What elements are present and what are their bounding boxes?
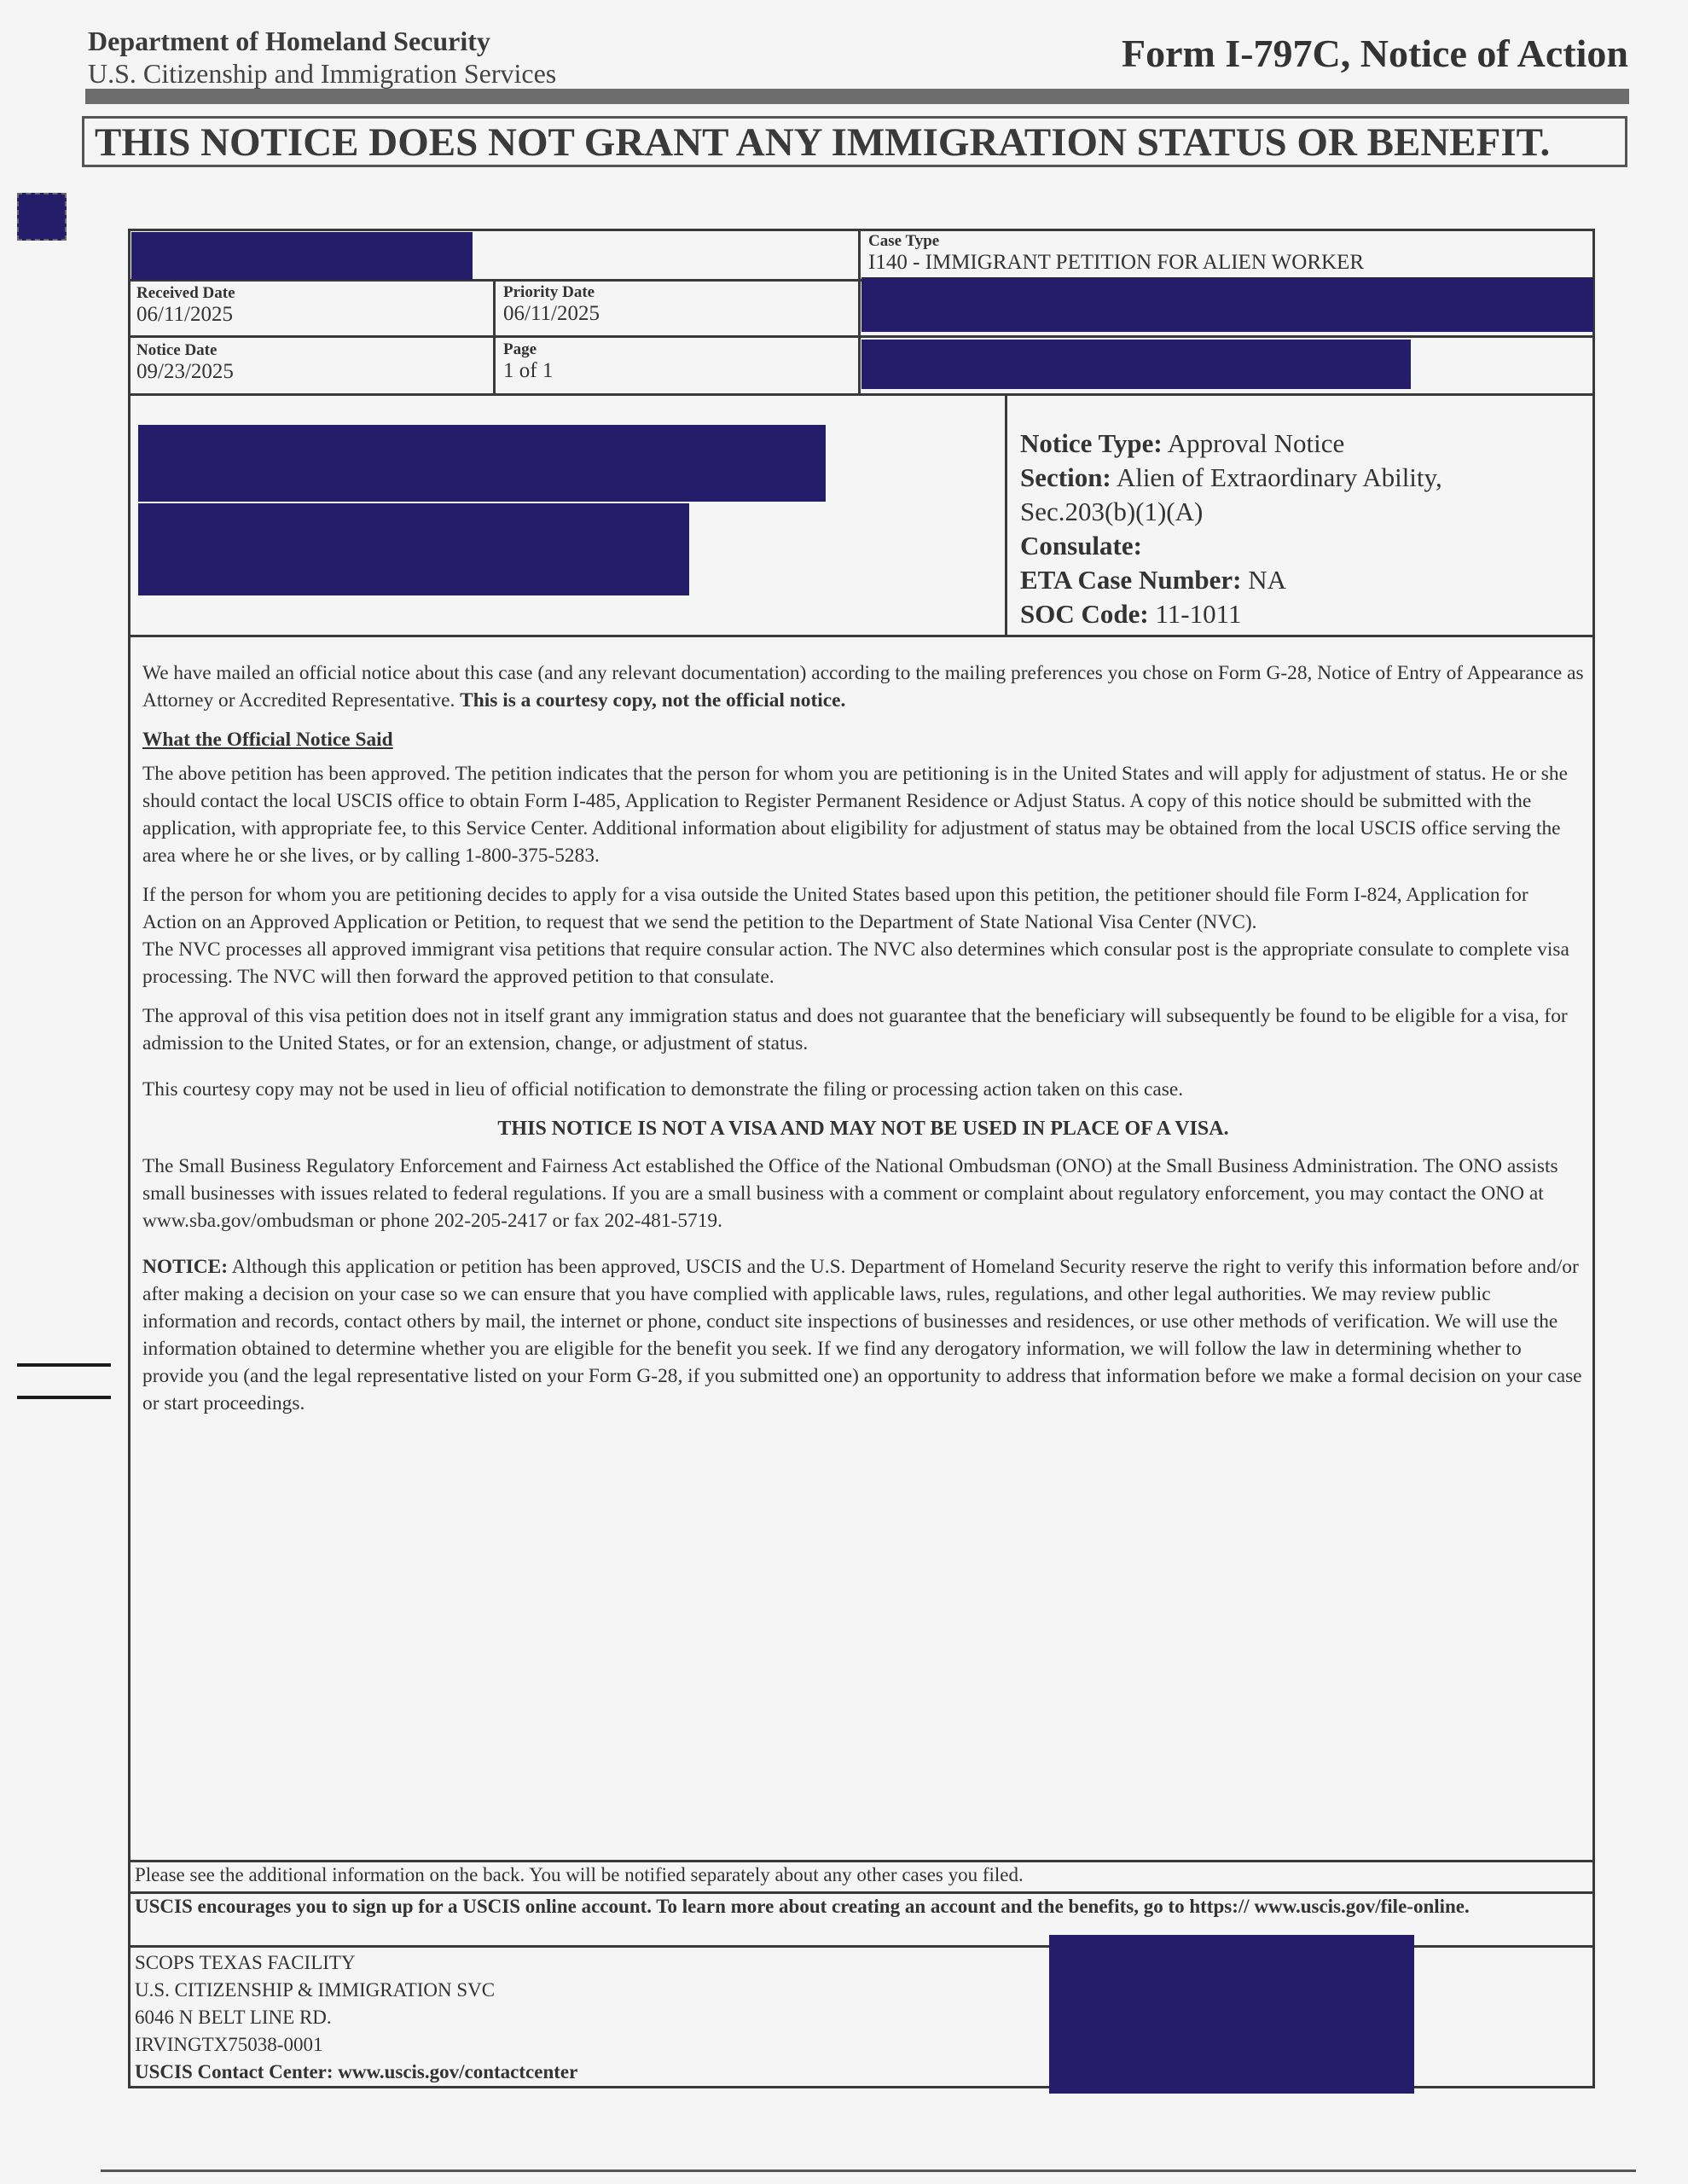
- online-account-message: USCIS encourages you to sign up for a USCIS online account. To learn more about creating an account and the benefits, go to https:// www.uscis.gov/file-online.: [135, 1896, 1470, 1917]
- approval-paragraph: The above petition has been approved. The petition indicates that the person for whom you are petitioning is in the United States and will apply for adjustment of status. He or she should contact the local USCIS office to obtain Form I-485, Application to Register Permanent Residence or Adjust Status. A copy of this notice should be submitted with the application, with appropriate fee, to this Service Center. Additional information about eligibility for adjustment of status may be obtained from the local USCIS office serving the area where he or she lives, or by calling 1-800-375-5283.: [142, 763, 1568, 867]
- soc-code-line: SOC Code: 11-1011: [1020, 599, 1242, 629]
- grid-divider: [493, 280, 496, 396]
- additional-info-note: Please see the additional information on the back. You will be notified separately about any other cases you filed.: [135, 1864, 1024, 1885]
- ombudsman-paragraph: The Small Business Regulatory Enforcement and Fairness Act established the Office of the National Ombudsman (ONO) at the Small Business Administration. The ONO assists small businesses with issues related to federal regulations. If you are a small business with a comment or complaint about regulatory enforcement, you may contact the ONO at www.sba.gov/ombudsman or phone 202-205-2417 or fax 202-481-5719.: [142, 1155, 1558, 1232]
- bottom-rule: [101, 2169, 1636, 2172]
- nvc-paragraph: The NVC processes all approved immigrant visa petitions that require consular action. The NVC also determines which consular post is the appropriate consulate to complete visa processing. The NVC will then forward the approved petition to that consulate.: [142, 938, 1569, 988]
- not-a-visa-heading: THIS NOTICE IS NOT A VISA AND MAY NOT BE USED IN PLACE OF A VISA.: [497, 1118, 1229, 1140]
- header-divider-bar: [85, 89, 1629, 104]
- approval-disclaimer-paragraph: The approval of this visa petition does not in itself grant any immigration status and does not guarantee that the beneficiary will subsequently be found to be eligible for a visa, for admission to the United States, or for an extension, change, or adjustment of status.: [142, 1005, 1568, 1054]
- consulate-line: Consulate:: [1020, 531, 1142, 561]
- redacted-receipt-number: [131, 232, 473, 280]
- grid-divider: [128, 335, 1595, 338]
- redacted-petitioner-field: [861, 277, 1593, 332]
- redacted-barcode-area: [1049, 1935, 1414, 2094]
- redacted-address-line-2: [138, 503, 689, 595]
- verification-notice-paragraph: NOTICE: Although this application or petition has been approved, USCIS and the U.S. Department of Homeland Security reserve the right to verify this information before and/or after making a decision on your case so we can ensure that you have complied with applicable laws, rules, regulations, and other legal authorities. We may review public information and records, contact others by mail, the internet or phone, conduct site inspections of businesses and residences, or use other methods of verification. We will use the information obtained to determine whether you are eligible for the benefit you seek. If we find any derogatory information, we will follow the law in determining whether to provide you (and the legal representative listed on your Form G-28, if you submitted one) an opportunity to address that information before we make a formal decision on your case or start proceedings.: [142, 1256, 1582, 1414]
- official-notice-heading: What the Official Notice Said: [142, 729, 393, 751]
- notice-date-value: 09/23/2025: [136, 360, 234, 383]
- received-date-label: Received Date: [136, 284, 235, 302]
- contact-center-line: USCIS Contact Center: www.uscis.gov/contactcenter: [135, 2061, 578, 2082]
- address-line: 6046 N BELT LINE RD.: [135, 2007, 332, 2028]
- address-line: IRVINGTX75038-0001: [135, 2034, 323, 2055]
- eta-case-number-line: ETA Case Number: NA: [1020, 565, 1287, 595]
- footer-divider: [128, 1860, 1595, 1862]
- notice-type-line: Notice Type: Approval Notice: [1020, 428, 1345, 458]
- redacted-address-line-1: [138, 425, 826, 502]
- notice-body: [142, 659, 1584, 1429]
- visa-outside-us-paragraph: If the person for whom you are petitioning decides to apply for a visa outside the United States based upon this petition, the petitioner should file Form I-824, Application for Action on an Approved Application or Petition, to request that we send the petition to the Department of State National Visa Center (NVC).: [142, 884, 1528, 933]
- section-line-continued: Sec.203(b)(1)(A): [1020, 497, 1204, 526]
- priority-date-value: 06/11/2025: [503, 302, 600, 325]
- page-label: Page: [503, 340, 537, 358]
- grid-divider: [128, 393, 1595, 396]
- page-number-value: 1 of 1: [503, 359, 554, 382]
- agency-name: U.S. Citizenship and Immigration Services: [88, 58, 557, 89]
- case-type-value: I140 - IMMIGRANT PETITION FOR ALIEN WORKER: [868, 251, 1364, 274]
- case-type-label: Case Type: [868, 232, 940, 250]
- redacted-beneficiary-field: [861, 340, 1411, 389]
- address-line: U.S. CITIZENSHIP & IMMIGRATION SVC: [135, 1979, 496, 2001]
- address-line: SCOPS TEXAS FACILITY: [135, 1952, 356, 1973]
- margin-tick: [17, 1396, 111, 1399]
- grid-divider: [858, 229, 861, 396]
- margin-redaction-square: [17, 193, 67, 241]
- section-line: Section: Alien of Extraordinary Ability,: [1020, 462, 1442, 492]
- priority-date-label: Priority Date: [503, 283, 595, 301]
- status-warning-banner: THIS NOTICE DOES NOT GRANT ANY IMMIGRATION STATUS OR BENEFIT.: [82, 116, 1627, 167]
- courtesy-copy-paragraph: This courtesy copy may not be used in lieu of official notification to demonstrate the filing or processing action taken on this case.: [142, 1078, 1184, 1101]
- notice-date-label: Notice Date: [136, 341, 218, 359]
- intro-paragraph: We have mailed an official notice about this case (and any relevant documentation) according to the mailing preferences you chose on Form G-28, Notice of Entry of Appearance as Attorney or Accredited Representative. This is a courtesy copy, not the official notice.: [142, 662, 1584, 712]
- received-date-value: 06/11/2025: [136, 303, 233, 326]
- grid-divider: [128, 635, 1595, 637]
- grid-divider: [1005, 396, 1007, 636]
- department-name: Department of Homeland Security: [88, 26, 490, 56]
- form-title: Form I-797C, Notice of Action: [1121, 32, 1628, 75]
- margin-tick: [17, 1363, 111, 1367]
